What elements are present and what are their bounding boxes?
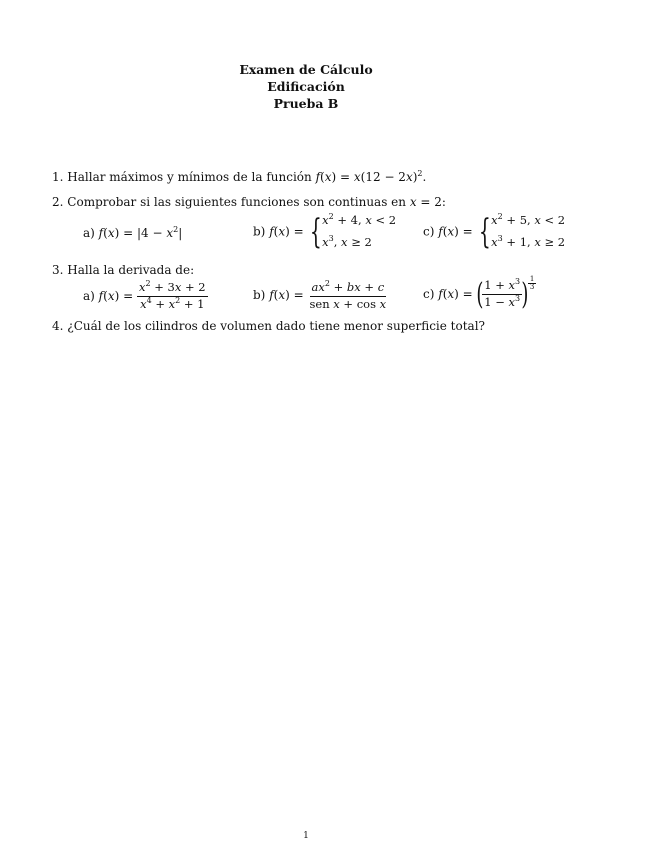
question-3: [52, 262, 194, 278]
exam-subtitle: Edificación: [267, 79, 345, 94]
item-label: a): [83, 289, 95, 303]
question-2: [52, 194, 446, 210]
q2-item-c: [423, 210, 565, 254]
question-text: Halla la derivada de:: [67, 263, 195, 277]
right-paren: ): [521, 276, 529, 312]
item-label: b): [253, 288, 266, 302]
item-label: b): [253, 224, 266, 239]
piecewise-cases: $x^2 + 4$, x < 2 $x^3$, x ≥ 2: [322, 212, 397, 249]
question-1: [52, 169, 426, 187]
item-label: a): [83, 226, 95, 240]
exam-variant: Prueba B: [273, 96, 339, 111]
question-4: [52, 318, 485, 334]
brace: {: [478, 212, 491, 252]
q3-item-b: [253, 280, 388, 311]
question-number: 3.: [52, 263, 64, 277]
item-label: c): [423, 287, 435, 301]
left-paren: (: [475, 276, 483, 312]
q3-item-c: [423, 275, 536, 312]
exam-title: Examen de Cálculo: [239, 62, 373, 77]
item-label: c): [423, 224, 435, 239]
formula: x = 2:: [409, 195, 446, 209]
question-text: Comprobar si las siguientes funciones son continuas en: [67, 195, 406, 209]
question-number: 1.: [52, 170, 64, 184]
formula: $f(x) = |4 - x^2|$: [98, 225, 183, 240]
fraction: $\frac{ax^2 + bx + c}{\text{sen x + cos x}}$: [309, 279, 387, 311]
page-number: 1: [303, 831, 309, 841]
question-text: Hallar máximos y mínimos de la función: [67, 170, 312, 184]
formula: f(x) =: [98, 289, 137, 303]
formula: f(x) =: [269, 288, 308, 302]
question-text: ¿Cuál de los cilindros de volumen dado tiene menor superficie total?: [67, 319, 485, 333]
fraction: $\frac{1 + x^3}{1 - x^3}$: [484, 277, 521, 309]
fraction: $\frac{x^2 + 3x + 2}{x^4 + x^2 + 1}$: [138, 279, 206, 311]
question-number: 2.: [52, 195, 64, 209]
question-number: 4.: [52, 319, 64, 333]
formula: f(x) =: [269, 224, 308, 239]
q2-item-b: [253, 210, 396, 254]
brace: {: [309, 212, 322, 252]
formula: $f(x) = x(12 - 2x)^2$.: [315, 169, 427, 184]
q3-item-a: [83, 280, 208, 313]
q2-item-a: [83, 226, 182, 240]
formula: f(x) =: [438, 287, 477, 301]
exponent-fraction: $\frac{1}{3}$: [529, 275, 535, 291]
piecewise-cases: $x^2 + 5$, x < 2 $x^3 + 1$, x ≥ 2: [491, 212, 566, 249]
formula: f(x) =: [438, 224, 477, 239]
